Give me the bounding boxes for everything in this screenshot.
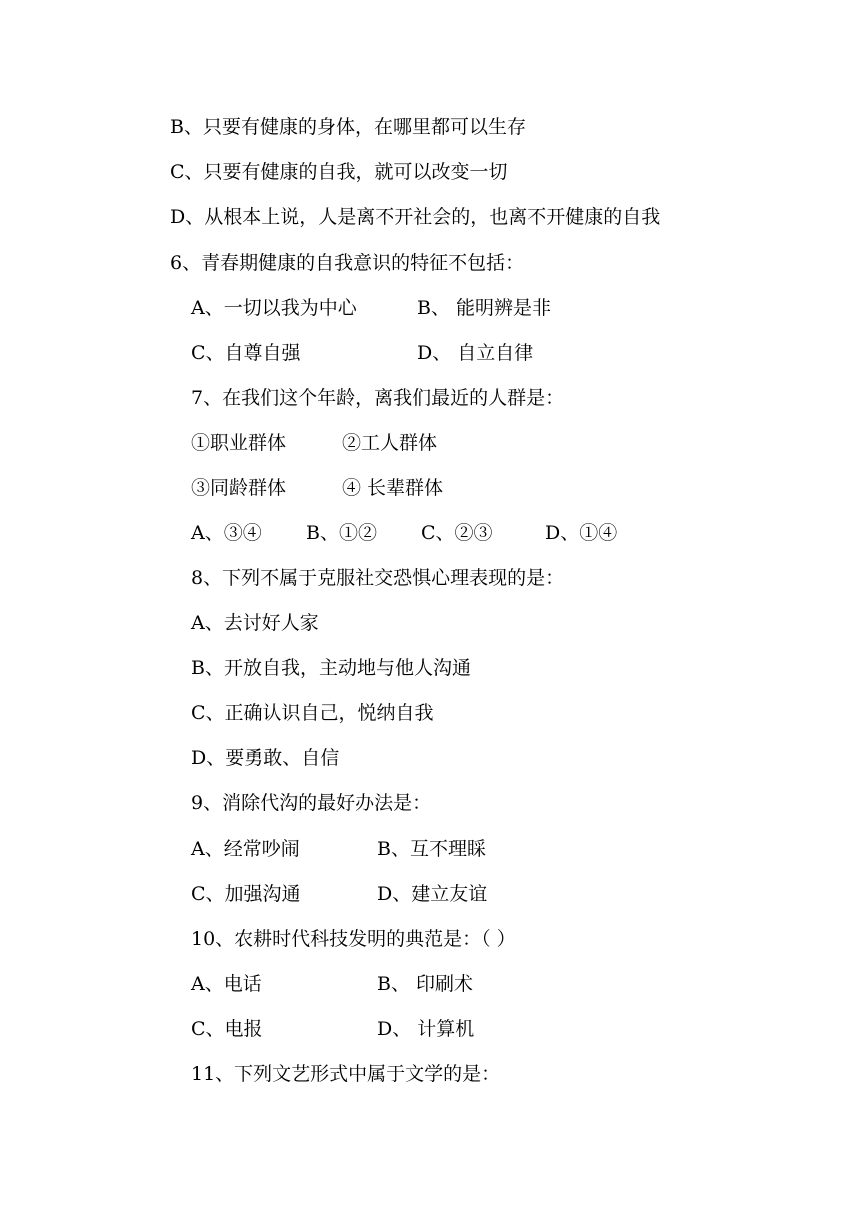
q6-question: 6、青春期健康的自我意识的特征不包括： (170, 252, 525, 274)
q7-item-2: ②工人群体 (342, 432, 438, 454)
q10-option-c: C、电报 (191, 1018, 263, 1040)
q9-option-d: D、建立友谊 (377, 883, 488, 905)
q5-option-b: B、只要有健康的身体，在哪里都可以生存 (170, 116, 526, 138)
q10-option-d: D、 计算机 (377, 1018, 475, 1040)
q9-option-b: B、互不理睬 (377, 838, 486, 860)
q10-option-a: A、电话 (191, 973, 262, 995)
q10-option-b: B、 印刷术 (377, 973, 474, 995)
q7-item-3: ③同龄群体 (191, 477, 287, 499)
q6-option-a: A、一切以我为中心 (191, 297, 357, 319)
q8-option-b: B、开放自我，主动地与他人沟通 (191, 657, 471, 679)
q11-question: 11、下列文艺形式中属于文学的是： (191, 1063, 501, 1085)
q8-option-c: C、正确认识自己，悦纳自我 (191, 702, 434, 724)
q8-question: 8、下列不属于克服社交恐惧心理表现的是： (191, 567, 565, 589)
q7-option-a: A、③④ (191, 522, 262, 544)
q9-option-c: C、加强沟通 (191, 883, 301, 905)
q10-question: 10、农耕时代科技发明的典范是：（ ） (191, 928, 516, 950)
q8-option-d: D、要勇敢、自信 (191, 747, 340, 769)
q7-item-4: ④ 长辈群体 (342, 477, 444, 499)
q6-option-c: C、自尊自强 (191, 342, 301, 364)
q7-option-d: D、①④ (545, 522, 618, 544)
q5-option-c: C、只要有健康的自我，就可以改变一切 (170, 161, 508, 183)
q6-option-b: B、 能明辨是非 (417, 297, 552, 319)
q9-option-a: A、经常吵闹 (191, 838, 300, 860)
q6-option-d: D、 自立自律 (417, 342, 534, 364)
q5-option-d: D、从根本上说，人是离不开社会的，也离不开健康的自我 (170, 206, 661, 228)
q7-option-b: B、①② (306, 522, 377, 544)
q8-option-a: A、去讨好人家 (191, 612, 319, 634)
q7-item-1: ①职业群体 (191, 432, 287, 454)
q7-question: 7、在我们这个年龄，离我们最近的人群是： (191, 387, 565, 409)
q7-option-c: C、②③ (421, 522, 493, 544)
q9-question: 9、消除代沟的最好办法是： (191, 792, 432, 814)
